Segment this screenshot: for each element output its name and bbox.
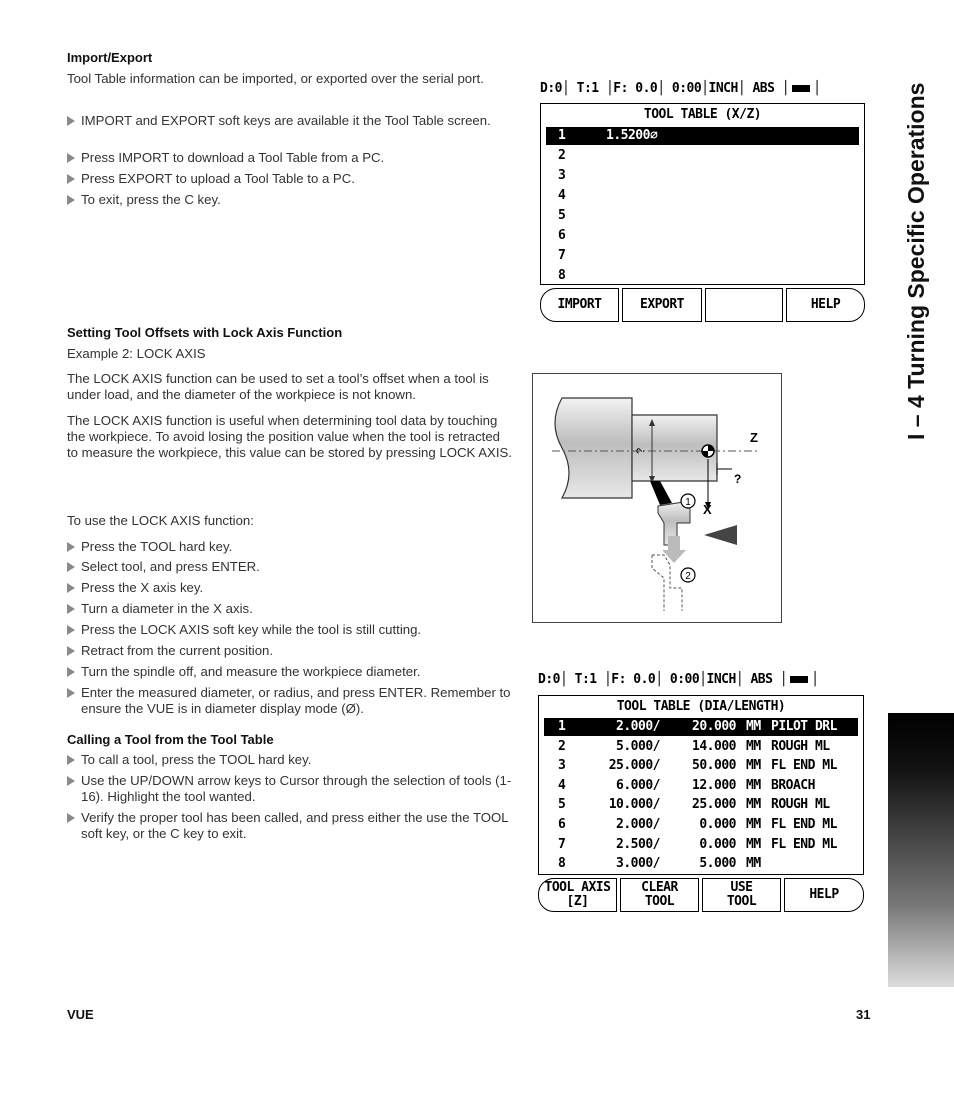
z-axis-label: Z xyxy=(750,430,758,445)
cell-unit: MM xyxy=(746,719,761,734)
chapter-title: I – 4 Turning Specific Operations xyxy=(903,82,929,440)
row-number: 3 xyxy=(558,168,566,183)
help-softkey[interactable]: HELP xyxy=(786,288,865,322)
cell-unit: MM xyxy=(746,856,761,872)
import-softkey[interactable]: IMPORT xyxy=(540,288,619,322)
status-text: D:0│ T:1 │F: 0.0│ 0:00│INCH│ ABS │ xyxy=(540,81,790,96)
keyboard-icon xyxy=(792,85,810,92)
table-row[interactable] xyxy=(544,757,858,775)
list-item: To call a tool, press the TOOL hard key. xyxy=(67,752,521,768)
callout-1-text: 1 xyxy=(685,497,691,508)
callout-2-text: 2 xyxy=(685,571,691,582)
row-number: 6 xyxy=(558,228,566,243)
row-number: 1 xyxy=(558,128,566,143)
table-row[interactable] xyxy=(546,267,859,285)
table-row[interactable] xyxy=(544,855,858,873)
cell-type: BROACH xyxy=(771,777,815,793)
page-number: 31 xyxy=(856,1007,871,1022)
cell-dia: 2.000/ xyxy=(616,719,660,734)
softkey-line: TOOL AXIS xyxy=(544,880,611,895)
cell-unit: MM xyxy=(746,836,761,852)
list-item: Press the TOOL hard key. xyxy=(67,539,511,555)
table-row[interactable] xyxy=(544,777,858,795)
list-item: Select tool, and press ENTER. xyxy=(67,559,511,575)
list-item: IMPORT and EXPORT soft keys are available it the Tool Table screen. xyxy=(67,113,501,129)
table-row[interactable] xyxy=(546,167,859,185)
diameter-question-label: ? xyxy=(635,447,647,454)
list-item: Press the X axis key. xyxy=(67,580,511,596)
table-row[interactable] xyxy=(544,836,858,854)
cell-dia: 5.000/ xyxy=(616,738,660,754)
cell-unit: MM xyxy=(746,738,761,754)
cell-n: 1 xyxy=(558,719,566,734)
lock-axis-para-2: The LOCK AXIS function is useful when determining tool data by touching the workpiece. To avoid losing the position value when the tool is retracted to measure the workpiece, this value can be stored by pressing LOCK AXIS. xyxy=(67,413,512,460)
status-text: D:0│ T:1 │F: 0.0│ 0:00│INCH│ ABS │ xyxy=(538,672,788,687)
list-item: Turn a diameter in the X axis. xyxy=(67,601,511,617)
cell-len: 20.000 xyxy=(692,719,736,734)
row-value: 1.5200⌀ xyxy=(606,128,658,143)
panel-title: TOOL TABLE (X/Z) xyxy=(643,107,762,122)
list-item: To exit, press the C key. xyxy=(67,192,501,208)
lock-axis-use-intro: To use the LOCK AXIS function: xyxy=(67,513,254,528)
row-number: 2 xyxy=(558,148,566,163)
table-row[interactable] xyxy=(546,207,859,225)
panel-title: TOOL TABLE (DIA/LENGTH) xyxy=(616,699,786,714)
cell-type: FL END ML xyxy=(771,758,837,774)
keyboard-icon xyxy=(790,676,808,683)
cell-n: 2 xyxy=(558,738,566,754)
list-item: Verify the proper tool has been called, and press either the use the TOOL soft key, or the C key to exit. xyxy=(67,810,521,842)
cell-unit: MM xyxy=(746,797,761,813)
cell-dia: 25.000/ xyxy=(608,758,660,774)
heading-lock-axis: Setting Tool Offsets with Lock Axis Function xyxy=(67,325,343,340)
list-item: Enter the measured diameter, or radius, and press ENTER. Remember to ensure the VUE is in diameter display mode (Ø). xyxy=(67,685,511,717)
list-item: Turn the spindle off, and measure the workpiece diameter. xyxy=(67,664,511,680)
table-row[interactable] xyxy=(544,796,858,814)
cell-unit: MM xyxy=(746,758,761,774)
list-item: Press IMPORT to download a Tool Table from a PC. xyxy=(67,150,501,166)
cell-unit: MM xyxy=(746,777,761,793)
cell-len: 5.000 xyxy=(699,856,736,872)
cell-dia: 2.500/ xyxy=(616,836,660,852)
tool-table-panel xyxy=(540,103,865,285)
cell-type: ROUGH ML xyxy=(771,738,830,754)
use-tool-softkey[interactable] xyxy=(702,878,781,912)
question-label: ? xyxy=(734,472,742,486)
cell-len: 0.000 xyxy=(699,836,736,852)
cell-dia: 3.000/ xyxy=(616,856,660,872)
softkey-line: HELP xyxy=(809,887,839,902)
row-number: 4 xyxy=(558,188,566,203)
cell-n: 5 xyxy=(558,797,566,813)
softkey-line: USE xyxy=(730,880,753,895)
table-row[interactable] xyxy=(544,738,858,756)
list-item: Press the LOCK AXIS soft key while the tool is still cutting. xyxy=(67,622,511,638)
table-row[interactable] xyxy=(544,718,858,736)
export-softkey[interactable]: EXPORT xyxy=(622,288,702,322)
cell-len: 50.000 xyxy=(692,758,736,774)
table-row[interactable] xyxy=(546,227,859,245)
softkey-line: TOOL xyxy=(644,894,675,909)
softkey-line: TOOL xyxy=(726,894,757,909)
help-softkey[interactable] xyxy=(784,878,864,912)
cell-n: 6 xyxy=(558,817,566,832)
softkey-line: [Z] xyxy=(566,894,589,909)
table-row[interactable] xyxy=(546,187,859,205)
row-number: 8 xyxy=(558,268,566,283)
status-bar: D:0│ T:1 │F: 0.0│ 0:00│INCH│ ABS │ │ xyxy=(538,672,819,687)
cell-len: 0.000 xyxy=(699,817,736,832)
cell-n: 7 xyxy=(558,836,566,852)
heading-import-export: Import/Export xyxy=(67,50,153,65)
cell-dia: 6.000/ xyxy=(616,777,660,793)
cell-len: 14.000 xyxy=(692,738,736,754)
cell-unit: MM xyxy=(746,817,761,832)
cell-len: 12.000 xyxy=(692,777,736,793)
cell-n: 3 xyxy=(558,758,566,774)
example-label: Example 2: LOCK AXIS xyxy=(67,346,206,361)
cell-dia: 2.000/ xyxy=(616,817,660,832)
blank-softkey[interactable] xyxy=(705,288,783,322)
import-export-intro: Tool Table information can be imported, or exported over the serial port. xyxy=(67,71,484,86)
row-number: 5 xyxy=(558,208,566,223)
tool-axis-softkey[interactable] xyxy=(538,878,617,912)
clear-tool-softkey[interactable] xyxy=(620,878,699,912)
cell-dia: 10.000/ xyxy=(608,797,660,813)
softkey-line: CLEAR xyxy=(641,880,678,895)
lock-axis-para-1: The LOCK AXIS function can be used to set a tool’s offset when a tool is under load, and the diameter of the workpiece is not known. xyxy=(67,371,489,402)
row-number: 7 xyxy=(558,248,566,263)
list-item: Retract from the current position. xyxy=(67,643,511,659)
cell-type: FL END ML xyxy=(771,817,837,832)
table-row[interactable] xyxy=(546,147,859,165)
x-axis-label: X xyxy=(703,502,712,517)
chapter-tab xyxy=(888,713,954,987)
cell-type: FL END ML xyxy=(771,836,837,852)
table-row[interactable] xyxy=(546,247,859,265)
footer-product: VUE xyxy=(67,1007,94,1022)
cell-type: ROUGH ML xyxy=(771,797,830,813)
cell-n: 8 xyxy=(558,856,566,872)
list-item: Press EXPORT to upload a Tool Table to a PC. xyxy=(67,171,501,187)
cell-len: 25.000 xyxy=(692,797,736,813)
status-bar: D:0│ T:1 │F: 0.0│ 0:00│INCH│ ABS │ │ xyxy=(540,81,821,96)
list-item: Use the UP/DOWN arrow keys to Cursor through the selection of tools (1-16). Highlight the tool wanted. xyxy=(67,773,521,805)
tool-table-panel xyxy=(538,695,864,875)
table-row[interactable] xyxy=(546,127,859,145)
lock-axis-diagram xyxy=(532,373,782,623)
cell-n: 4 xyxy=(558,777,566,793)
cell-type: PILOT DRL xyxy=(771,719,837,734)
heading-calling-tool: Calling a Tool from the Tool Table xyxy=(67,732,274,747)
table-row[interactable] xyxy=(544,816,858,834)
